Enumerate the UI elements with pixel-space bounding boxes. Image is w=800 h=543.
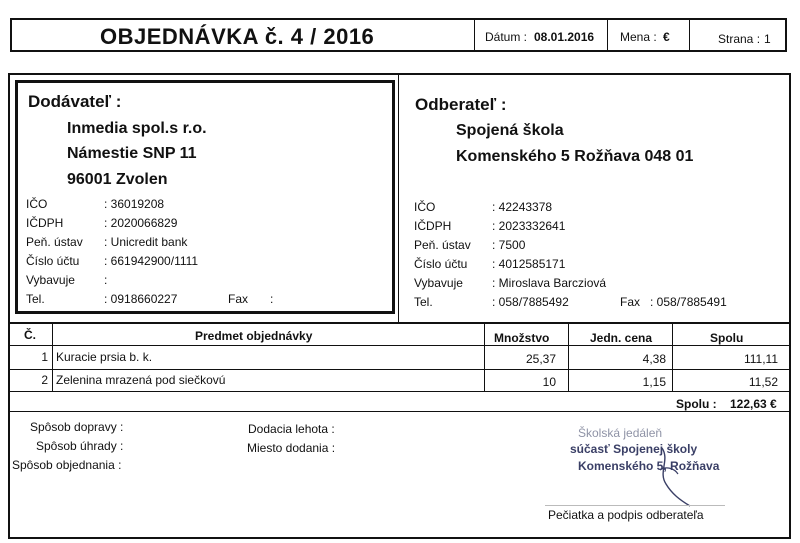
signature-icon — [640, 440, 700, 510]
customer-contact-value: : Miroslava Barcziová — [492, 276, 607, 290]
customer-icdph: IČDPH — [414, 219, 452, 233]
supplier-city: 96001 Zvolen — [67, 171, 168, 188]
grand-total-value: 122,63 € — [730, 397, 777, 411]
title-divider — [689, 19, 690, 51]
table-col-line — [672, 323, 673, 392]
col-header-item: Predmet objednávky — [195, 329, 313, 343]
customer-contact: Vybavuje — [414, 276, 463, 290]
currency-value: € — [663, 30, 670, 44]
supplier-account-value: : 661942900/1111 — [104, 254, 199, 268]
stamp-line: Školská jedáleň — [578, 426, 663, 440]
row-price: 4,38 — [642, 352, 666, 366]
customer-fax: Fax — [620, 295, 641, 309]
col-header-total: Spolu — [710, 331, 744, 345]
row-item: Kuracie prsia b. k. — [56, 350, 153, 364]
row-qty: 10 — [542, 375, 556, 389]
supplier-account: Číslo účtu — [26, 254, 80, 268]
customer-name: Spojená škola — [456, 122, 564, 139]
date-value: 08.01.2016 — [534, 30, 595, 44]
supplier-bank: Peň. ústav — [26, 235, 83, 249]
customer-fax-value: : 058/7885491 — [650, 295, 727, 309]
row-no: 1 — [41, 350, 48, 364]
supplier-street: Námestie SNP 11 — [67, 145, 197, 162]
customer-icdph-value: : 2023332641 — [492, 219, 566, 233]
title-divider — [474, 19, 475, 51]
row-total: 11,52 — [748, 375, 778, 389]
row-qty: 25,37 — [525, 352, 556, 366]
customer-bank: Peň. ústav — [414, 238, 471, 252]
party-divider — [398, 75, 399, 322]
grand-total-label: Spolu : — [676, 397, 717, 411]
col-header-price: Jedn. cena — [590, 331, 653, 345]
row-no: 2 — [41, 373, 48, 387]
supplier-tel-value: : 0918660227 — [104, 292, 178, 306]
supplier-heading: Dodávateľ : — [28, 92, 122, 111]
col-header-qty: Množstvo — [494, 331, 550, 345]
customer-account: Číslo účtu — [414, 257, 468, 271]
page-label: Strana : — [718, 32, 761, 46]
customer-tel: Tel. — [414, 295, 433, 309]
supplier-icdph-value: : 2020066829 — [104, 216, 178, 230]
order-method: Spôsob objednania : — [12, 458, 122, 472]
stamp-line: Komenského 5, Rožňava — [578, 459, 720, 473]
col-header-no: Č. — [24, 328, 36, 342]
supplier-contact-value: : — [104, 273, 108, 287]
table-col-line — [568, 323, 569, 392]
supplier-ico: IČO — [26, 197, 48, 211]
date-label: Dátum : — [485, 30, 528, 44]
payment-method: Spôsob úhrady : — [36, 439, 124, 453]
row-total: 111,11 — [743, 352, 778, 366]
supplier-bank-value: : Unicredit bank — [104, 235, 188, 249]
supplier-icdph: IČDPH — [26, 216, 64, 230]
table-total-line — [9, 411, 790, 412]
currency-label: Mena : — [620, 30, 657, 44]
page-value: 1 — [764, 32, 771, 46]
supplier-tel: Tel. — [26, 292, 45, 306]
title-divider — [607, 19, 608, 51]
signature-label: Pečiatka a podpis odberateľa — [548, 508, 704, 522]
delivery-term: Dodacia lehota : — [248, 422, 335, 436]
supplier-ico-value: : 36019208 — [104, 197, 165, 211]
customer-address: Komenského 5 Rožňava 048 01 — [456, 148, 694, 165]
customer-ico-value: : 42243378 — [492, 200, 553, 214]
table-col-line — [52, 323, 53, 392]
customer-ico: IČO — [414, 200, 436, 214]
customer-heading: Odberateľ : — [415, 95, 507, 114]
supplier-contact: Vybavuje — [26, 273, 75, 287]
stamp-line: súčasť Spojenej školy — [570, 442, 698, 456]
customer-tel-value: : 058/7885492 — [492, 295, 569, 309]
supplier-fax-value: : — [270, 292, 274, 306]
supplier-name: Inmedia spol.s r.o. — [67, 120, 207, 137]
table-col-line — [484, 323, 485, 392]
row-item: Zelenina mrazená pod siečkovú — [56, 373, 226, 387]
customer-bank-value: : 7500 — [492, 238, 526, 252]
page-title: OBJEDNÁVKA č. 4 / 2016 — [100, 24, 375, 49]
supplier-fax: Fax — [228, 292, 249, 306]
transport-method: Spôsob dopravy : — [30, 420, 124, 434]
row-price: 1,15 — [642, 375, 666, 389]
customer-account-value: : 4012585171 — [492, 257, 566, 271]
delivery-place: Miesto dodania : — [247, 441, 336, 455]
signature-line — [545, 505, 725, 506]
